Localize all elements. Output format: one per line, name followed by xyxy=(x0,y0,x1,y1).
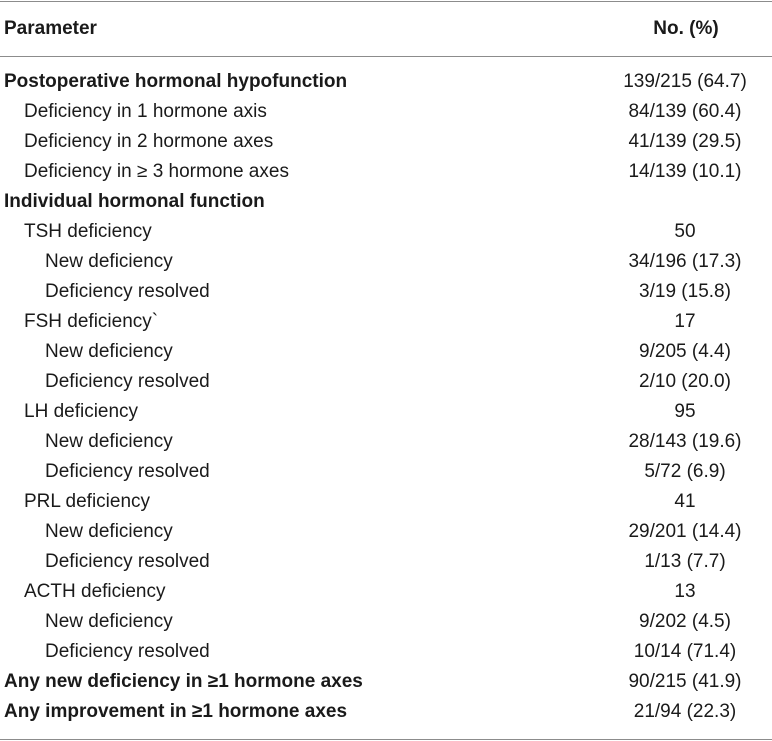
table-body xyxy=(0,67,772,727)
row-parameter: FSH deficiency` xyxy=(24,311,159,332)
row-value: 139/215 (64.7) xyxy=(623,71,747,92)
row-value: 2/10 (20.0) xyxy=(639,371,731,392)
row-parameter: Deficiency resolved xyxy=(45,551,210,572)
table-row xyxy=(0,547,772,577)
row-parameter: Deficiency resolved xyxy=(45,461,210,482)
table-header xyxy=(0,2,772,56)
row-parameter: Postoperative hormonal hypofunction xyxy=(4,71,348,92)
row-value: 29/201 (14.4) xyxy=(628,521,742,542)
row-parameter: New deficiency xyxy=(45,251,173,272)
row-parameter: New deficiency xyxy=(45,521,173,542)
row-parameter: Deficiency resolved xyxy=(45,281,210,302)
row-value: 34/196 (17.3) xyxy=(628,251,742,272)
row-value: 41/139 (29.5) xyxy=(628,131,742,152)
table-row xyxy=(0,277,772,307)
table-row xyxy=(0,97,772,127)
table-row xyxy=(0,577,772,607)
table-row xyxy=(0,607,772,637)
row-parameter: Deficiency in 1 hormone axis xyxy=(24,101,267,122)
header-rule xyxy=(0,56,772,57)
table-bottom-rule xyxy=(0,739,772,740)
row-parameter: New deficiency xyxy=(45,431,173,452)
table-row xyxy=(0,127,772,157)
row-parameter: PRL deficiency xyxy=(24,491,151,512)
table-row xyxy=(0,187,772,217)
row-parameter: Deficiency resolved xyxy=(45,371,210,392)
row-value: 17 xyxy=(674,311,696,332)
table-row xyxy=(0,217,772,247)
row-value: 9/205 (4.4) xyxy=(639,341,731,362)
row-value: 3/19 (15.8) xyxy=(639,281,731,302)
row-value: 41 xyxy=(674,491,696,512)
row-parameter: New deficiency xyxy=(45,611,173,632)
table-row xyxy=(0,457,772,487)
header-parameter: Parameter xyxy=(4,18,97,39)
table-row xyxy=(0,427,772,457)
table-row xyxy=(0,337,772,367)
row-value: 21/94 (22.3) xyxy=(633,701,737,722)
row-parameter: Deficiency in 2 hormone axes xyxy=(24,131,274,152)
row-parameter: Any improvement in ≥1 hormone axes xyxy=(4,701,348,722)
row-value: 14/139 (10.1) xyxy=(628,161,742,182)
row-value: 84/139 (60.4) xyxy=(628,101,742,122)
table-row xyxy=(0,487,772,517)
row-value: 28/143 (19.6) xyxy=(628,431,742,452)
row-parameter: LH deficiency xyxy=(24,401,139,422)
table-row xyxy=(0,667,772,697)
table-row xyxy=(0,517,772,547)
row-value: 90/215 (41.9) xyxy=(628,671,742,692)
table-row xyxy=(0,367,772,397)
table-row xyxy=(0,307,772,337)
row-parameter: Deficiency in ≥ 3 hormone axes xyxy=(24,161,289,182)
table-row xyxy=(0,697,772,727)
row-value: 10/14 (71.4) xyxy=(633,641,737,662)
row-parameter: TSH deficiency xyxy=(24,221,152,242)
row-value: 9/202 (4.5) xyxy=(639,611,731,632)
row-parameter: Deficiency resolved xyxy=(45,641,210,662)
row-value: 5/72 (6.9) xyxy=(644,461,726,482)
row-value: 13 xyxy=(674,581,696,602)
row-value: 50 xyxy=(674,221,696,242)
table-row xyxy=(0,157,772,187)
table-row xyxy=(0,247,772,277)
row-parameter: Any new deficiency in ≥1 hormone axes xyxy=(4,671,363,692)
row-parameter: Individual hormonal function xyxy=(4,191,265,212)
row-parameter: ACTH deficiency xyxy=(24,581,166,602)
row-value: 1/13 (7.7) xyxy=(644,551,726,572)
header-value: No. (%) xyxy=(653,18,719,39)
table-row xyxy=(0,397,772,427)
row-parameter: New deficiency xyxy=(45,341,173,362)
row-value: 95 xyxy=(674,401,696,422)
table-row xyxy=(0,67,772,97)
table-row xyxy=(0,637,772,667)
